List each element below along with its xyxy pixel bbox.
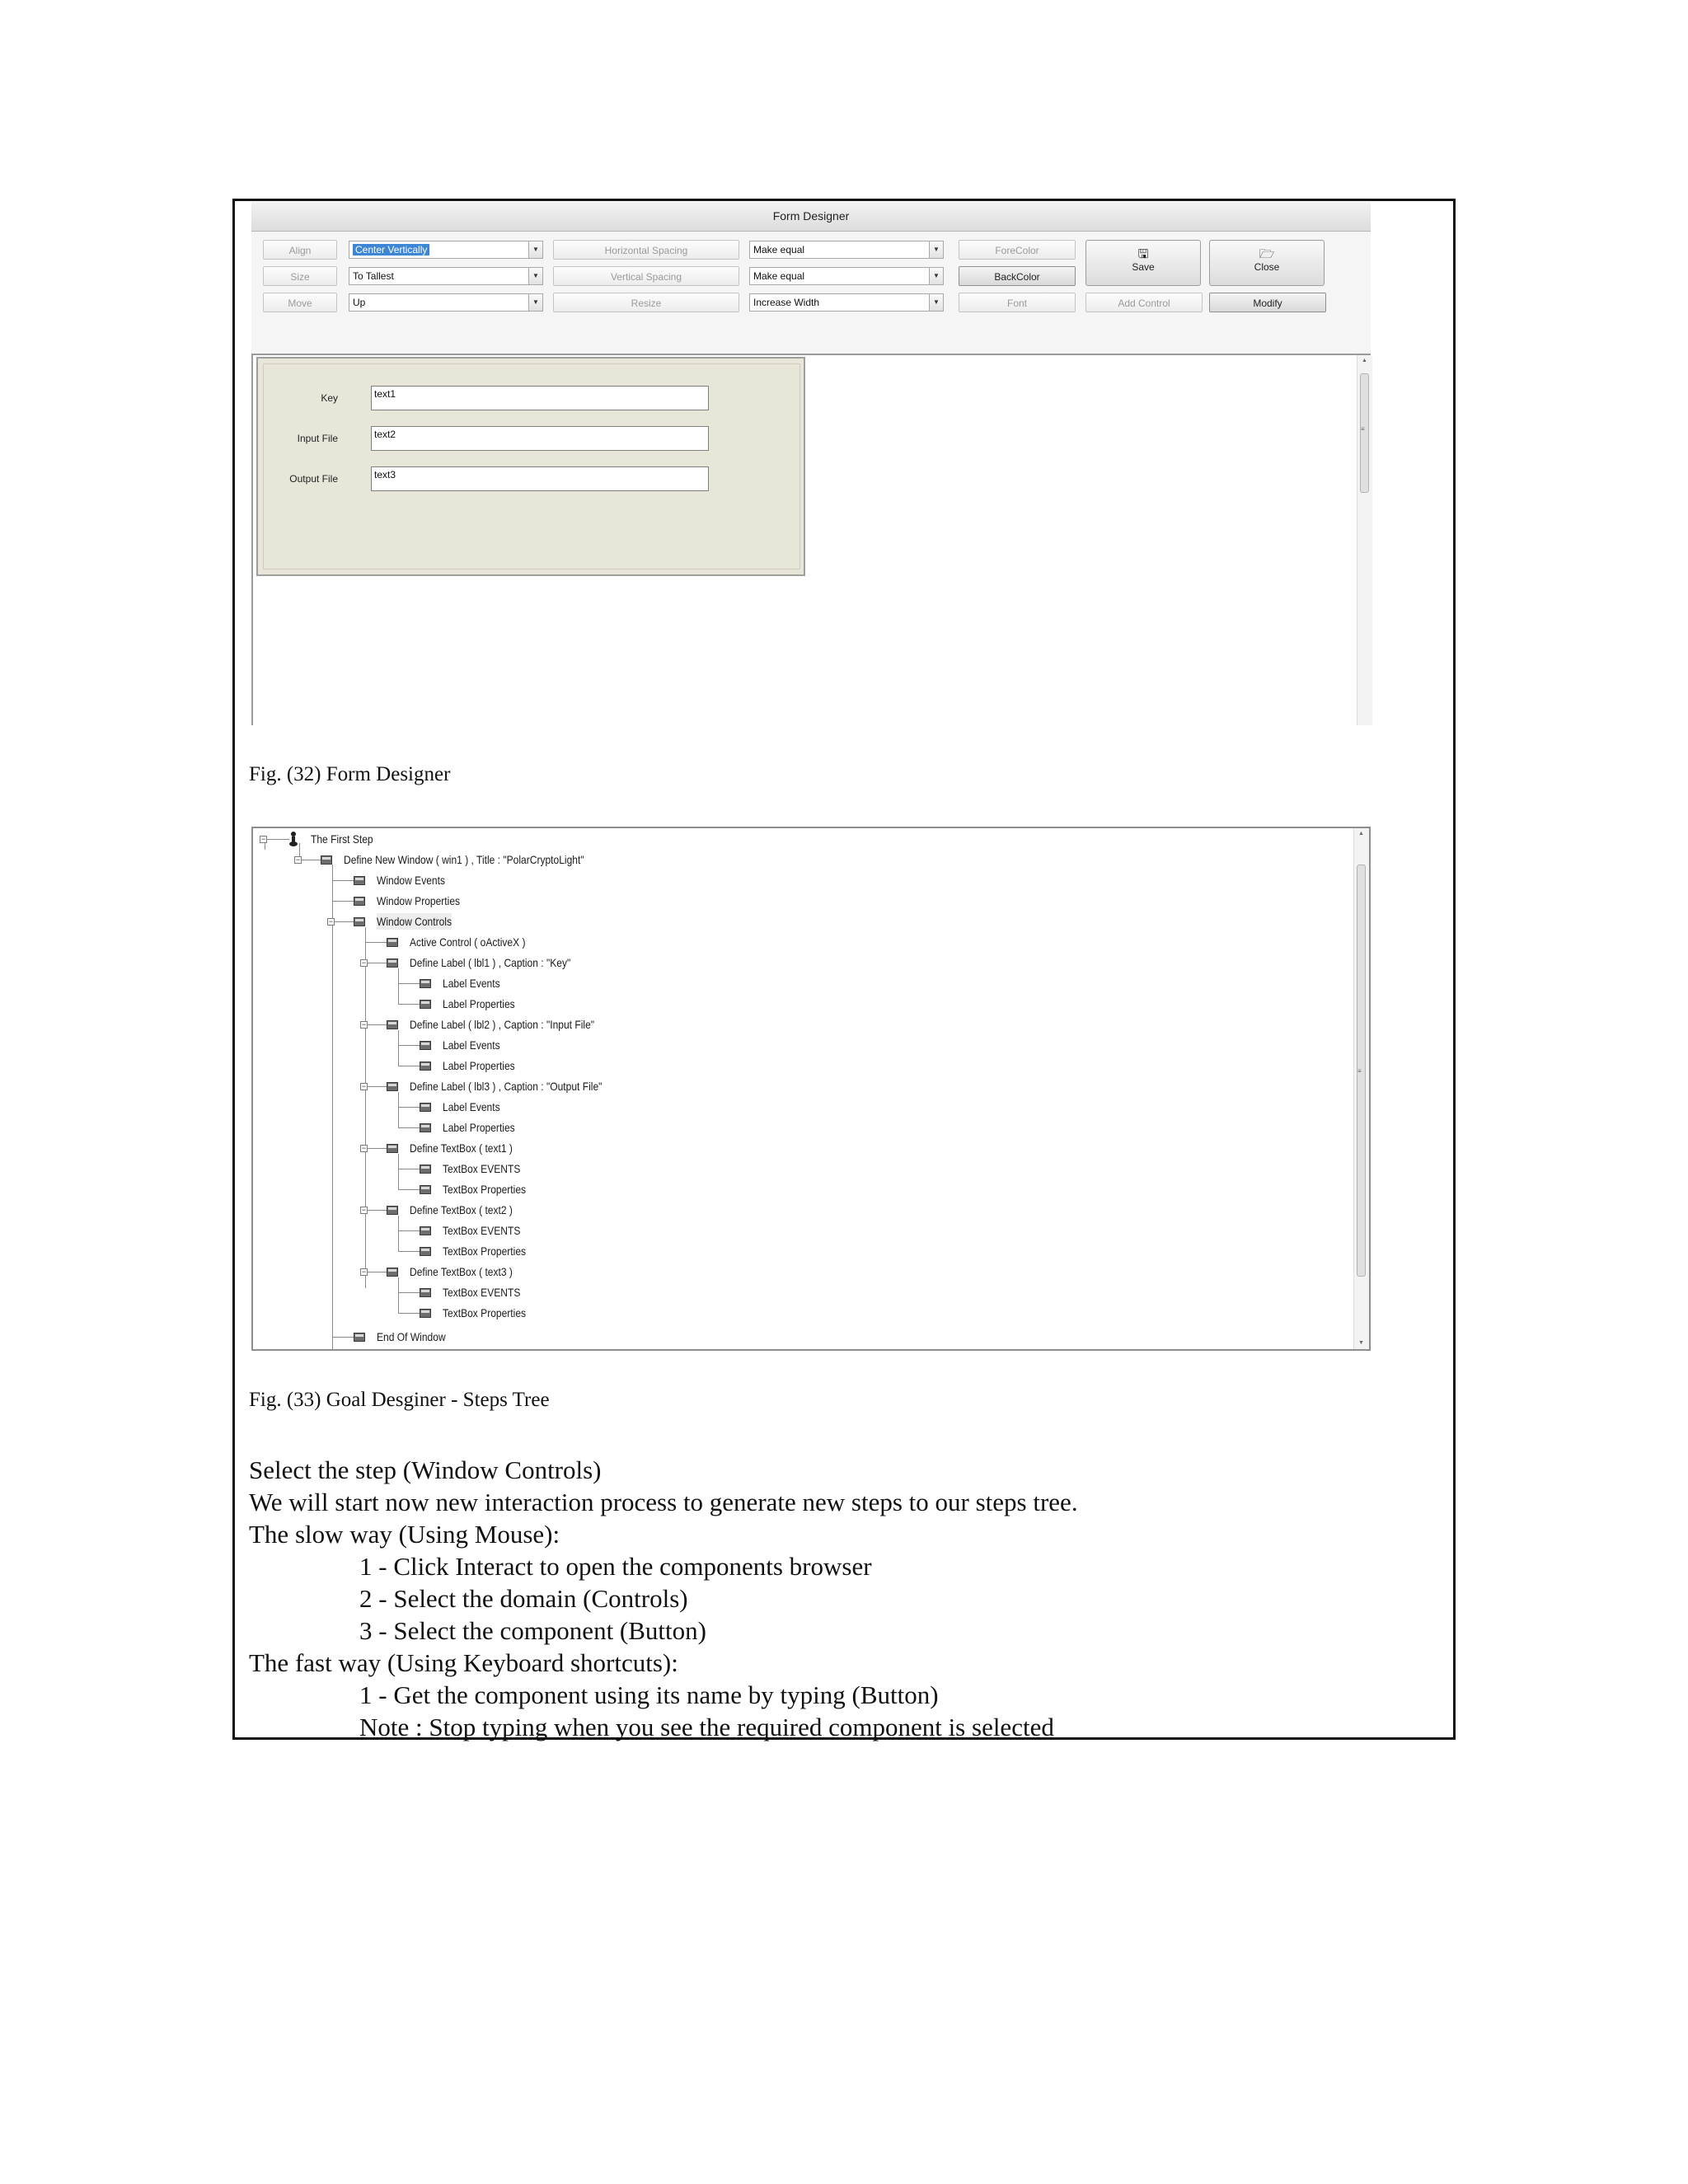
step-icon — [387, 938, 398, 947]
close-button-label: Close — [1254, 261, 1280, 273]
tree-node[interactable]: Define Label ( lbl2 ) , Caption : "Input File" — [410, 1018, 595, 1031]
step-icon — [420, 1226, 431, 1235]
chevron-down-icon: ▼ — [528, 268, 542, 284]
close-button[interactable] — [1209, 240, 1325, 286]
form-designer-title: Form Designer — [251, 202, 1371, 232]
output-file-label[interactable]: Output File — [289, 473, 338, 485]
tree-node[interactable]: TextBox EVENTS — [443, 1224, 521, 1237]
tree-node[interactable]: Label Events — [443, 977, 500, 990]
step-icon — [420, 1309, 431, 1318]
tree-node[interactable]: The First Step — [311, 832, 373, 846]
instruction-line: The slow way (Using Mouse): — [249, 1520, 560, 1549]
instruction-line: The fast way (Using Keyboard shortcuts): — [249, 1648, 678, 1677]
step-root-icon — [288, 831, 299, 847]
save-button[interactable] — [1085, 240, 1201, 286]
instructions — [249, 1454, 1078, 1743]
instruction-note: Note : Stop typing when you see the required component is selected — [359, 1713, 1054, 1741]
step-icon — [387, 958, 398, 968]
chevron-down-icon: ▼ — [528, 241, 542, 258]
tree-line — [365, 927, 366, 1288]
designed-form-body — [263, 363, 800, 569]
backcolor-button[interactable]: BackColor — [959, 266, 1076, 286]
move-select[interactable] — [349, 293, 543, 312]
horizontal-spacing-button[interactable]: Horizontal Spacing — [553, 240, 739, 260]
tree-line — [398, 1216, 399, 1251]
tree-line — [265, 839, 289, 840]
chevron-down-icon: ▼ — [929, 294, 943, 311]
tree-node[interactable]: End Of Window — [377, 1330, 446, 1343]
step-icon — [387, 1082, 398, 1091]
tree-line — [398, 968, 399, 1004]
tree-node[interactable]: Label Events — [443, 1038, 500, 1052]
tree-node-selected[interactable]: Window Controls — [377, 915, 452, 928]
instruction-line: Select the step (Window Controls) — [249, 1455, 602, 1484]
input-file-textbox[interactable]: text2 — [371, 426, 709, 451]
step-icon — [420, 1000, 431, 1009]
collapse-toggle-icon[interactable]: − — [361, 1206, 367, 1214]
collapse-toggle-icon[interactable]: − — [295, 855, 301, 864]
tree-line — [398, 1154, 399, 1189]
resize-button[interactable]: Resize — [553, 293, 739, 312]
collapse-toggle-icon[interactable]: − — [361, 1144, 367, 1152]
step-icon — [387, 1206, 398, 1215]
grip-icon: ≡ — [1357, 1067, 1362, 1075]
step-icon — [420, 1185, 431, 1194]
align-select[interactable] — [349, 241, 543, 259]
save-button-label: Save — [1132, 261, 1155, 273]
key-label[interactable]: Key — [321, 392, 338, 404]
scroll-up-icon[interactable]: ▲ — [1362, 358, 1367, 363]
resize-select-value: Increase Width — [753, 297, 820, 308]
output-file-textbox[interactable]: text3 — [371, 466, 709, 491]
instruction-line: We will start now new interaction process to generate new steps to our steps tree. — [249, 1488, 1078, 1516]
vertical-spacing-button[interactable]: Vertical Spacing — [553, 266, 739, 286]
canvas-scrollbar[interactable] — [1357, 355, 1372, 725]
form-designer-toolbar — [251, 232, 1371, 355]
tree-node[interactable]: Window Events — [377, 874, 445, 887]
collapse-toggle-icon[interactable]: − — [260, 835, 266, 843]
size-select-value: To Tallest — [353, 270, 394, 282]
tree-node[interactable]: TextBox Properties — [443, 1183, 527, 1196]
step-icon — [420, 1123, 431, 1132]
step-icon — [420, 1103, 431, 1112]
instruction-step: 1 - Get the component using its name by typing (Button) — [359, 1680, 939, 1709]
tree-node[interactable]: TextBox EVENTS — [443, 1162, 521, 1175]
grip-icon: ≡ — [1361, 425, 1365, 433]
step-icon — [420, 1247, 431, 1256]
design-canvas[interactable] — [251, 355, 1372, 725]
horizontal-spacing-value: Make equal — [753, 244, 805, 255]
tree-node[interactable]: Active Control ( oActiveX ) — [410, 935, 526, 949]
tree-node[interactable]: Window Properties — [377, 894, 461, 907]
form-designer-screenshot — [251, 202, 1371, 725]
step-icon — [321, 855, 332, 865]
fig32-caption: Fig. (32) Form Designer — [249, 763, 451, 785]
tree-node[interactable]: Define New Window ( win1 ) , Title : "PolarCryptoLight" — [344, 853, 584, 866]
chevron-down-icon: ▼ — [929, 241, 943, 258]
scroll-up-icon[interactable]: ▲ — [1358, 831, 1364, 837]
instruction-step: 3 - Select the component (Button) — [359, 1616, 706, 1645]
collapse-toggle-icon[interactable]: − — [361, 1268, 367, 1276]
step-icon — [420, 1165, 431, 1174]
add-control-button[interactable]: Add Control — [1085, 293, 1203, 312]
collapse-toggle-icon[interactable]: − — [361, 1020, 367, 1029]
collapse-toggle-icon[interactable]: − — [361, 958, 367, 967]
key-textbox[interactable]: text1 — [371, 386, 709, 410]
forecolor-button[interactable]: ForeColor — [959, 240, 1076, 260]
tree-node[interactable]: Define TextBox ( text2 ) — [410, 1203, 513, 1216]
collapse-toggle-icon[interactable]: − — [328, 917, 334, 926]
move-select-value: Up — [353, 297, 366, 308]
scroll-down-icon[interactable]: ▼ — [1358, 1340, 1364, 1346]
chevron-down-icon: ▼ — [929, 268, 943, 284]
chevron-down-icon: ▼ — [528, 294, 542, 311]
step-icon — [420, 1062, 431, 1071]
folder-open-icon: 🗁 — [1259, 247, 1275, 261]
scrollbar-thumb[interactable] — [1360, 373, 1369, 493]
tree-line — [398, 1277, 399, 1313]
align-select-value: Center Vertically — [353, 244, 429, 255]
vertical-spacing-value: Make equal — [753, 270, 805, 282]
size-button[interactable]: Size — [263, 266, 337, 286]
tree-node[interactable]: Define Label ( lbl3 ) , Caption : "Output File" — [410, 1080, 603, 1093]
designed-form[interactable] — [256, 357, 805, 576]
collapse-toggle-icon[interactable]: − — [361, 1082, 367, 1090]
tree-line — [332, 865, 333, 1351]
horizontal-spacing-select[interactable] — [749, 241, 944, 259]
size-select[interactable] — [349, 267, 543, 285]
step-icon — [387, 1144, 398, 1153]
modify-button[interactable]: Modify — [1209, 293, 1326, 312]
step-icon — [420, 1041, 431, 1050]
align-button[interactable]: Align — [263, 240, 337, 260]
tree-node[interactable]: Label Properties — [443, 1059, 515, 1072]
tree-node[interactable]: Define Label ( lbl1 ) , Caption : "Key" — [410, 956, 571, 969]
input-file-label[interactable]: Input File — [297, 433, 338, 444]
tree-node[interactable]: TextBox Properties — [443, 1244, 527, 1258]
tree-node[interactable]: TextBox EVENTS — [443, 1286, 521, 1299]
step-icon — [420, 979, 431, 988]
tree-node[interactable]: Label Properties — [443, 997, 515, 1010]
move-button[interactable]: Move — [263, 293, 337, 312]
step-icon — [354, 897, 365, 906]
tree-node[interactable]: TextBox Properties — [443, 1306, 527, 1319]
vertical-spacing-select[interactable] — [749, 267, 944, 285]
tree-node[interactable]: Define TextBox ( text3 ) — [410, 1265, 513, 1278]
resize-select[interactable] — [749, 293, 944, 312]
step-icon — [420, 1288, 431, 1297]
floppy-disk-icon: 🖫 — [1137, 247, 1149, 261]
instruction-step: 1 - Click Interact to open the components browser — [359, 1552, 872, 1581]
tree-node[interactable]: Label Events — [443, 1100, 500, 1113]
tree-scrollbar[interactable] — [1353, 828, 1369, 1349]
step-icon — [354, 1333, 365, 1342]
instruction-step: 2 - Select the domain (Controls) — [359, 1584, 688, 1613]
font-button[interactable]: Font — [959, 293, 1076, 312]
step-icon — [387, 1268, 398, 1277]
tree-node[interactable]: Label Properties — [443, 1121, 515, 1134]
tree-node[interactable]: Define TextBox ( text1 ) — [410, 1141, 513, 1155]
tree-line — [398, 1092, 399, 1127]
fig33-caption: Fig. (33) Goal Desginer - Steps Tree — [249, 1389, 550, 1411]
steps-tree[interactable] — [251, 827, 1371, 1351]
step-icon — [354, 917, 365, 926]
step-icon — [354, 876, 365, 885]
tree-line — [398, 1030, 399, 1066]
step-icon — [387, 1020, 398, 1029]
